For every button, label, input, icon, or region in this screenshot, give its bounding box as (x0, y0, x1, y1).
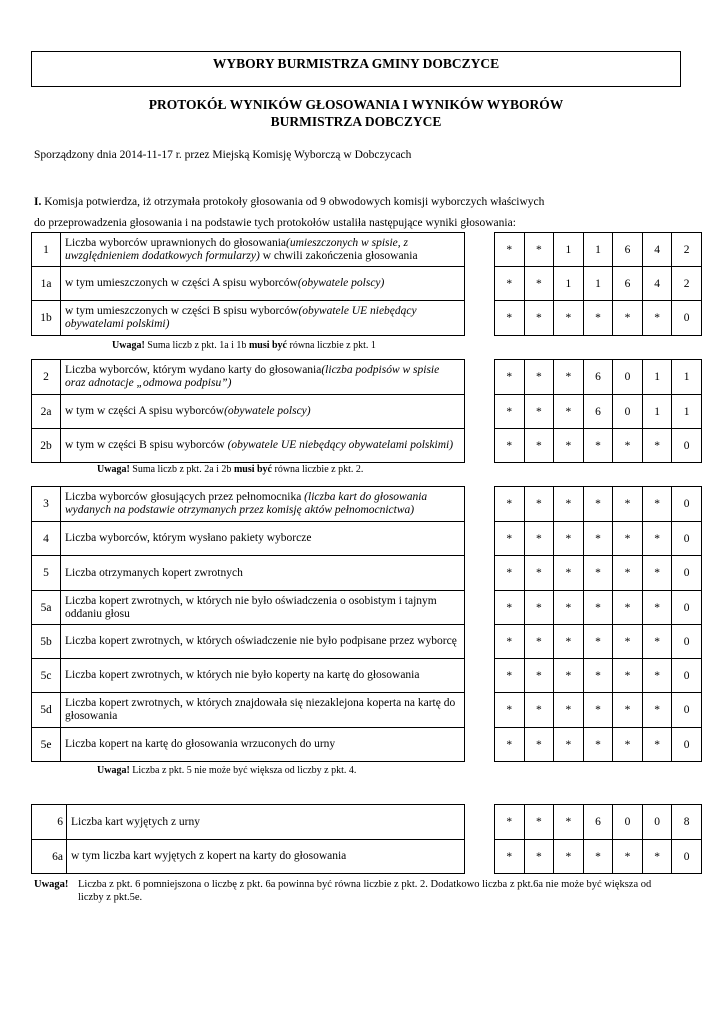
digit-cell: * (554, 556, 584, 591)
section-roman-numeral: I. (34, 196, 42, 208)
spacer-cell (465, 360, 495, 395)
protocol-title-line2: BURMISTRZA DOBCZYCE (270, 114, 442, 129)
digit-cell: * (495, 693, 525, 728)
row-number: 2a (32, 395, 61, 429)
digit-cell: * (495, 659, 525, 693)
digit-cell: * (495, 728, 525, 762)
digit-cell: 1 (642, 395, 672, 429)
digit-cell: * (613, 591, 643, 625)
digit-cell: 0 (672, 429, 702, 463)
digit-cell: * (583, 659, 613, 693)
note-text: równa liczbie z pkt. 1 (287, 340, 376, 351)
row-number: 6 (32, 805, 67, 840)
digit-cell: * (495, 522, 525, 556)
digit-cell: * (642, 522, 672, 556)
row-description (61, 487, 465, 522)
note-section3 (97, 765, 356, 776)
digit-cell: * (524, 267, 554, 301)
description-italic: (obywatele polscy) (297, 277, 385, 289)
digit-cell: * (554, 693, 584, 728)
digit-cell: 2 (672, 233, 702, 267)
digit-cell: * (583, 556, 613, 591)
digit-cell: * (554, 840, 584, 874)
digit-cell: 1 (672, 395, 702, 429)
digit-cell: * (554, 360, 584, 395)
description-italic: (umieszczonych w spisie, z uwzględnieniem dodatkowych formularzy) (65, 236, 409, 262)
digit-cell: * (495, 267, 525, 301)
digit-cell: * (495, 840, 525, 874)
spacer-cell (465, 267, 495, 301)
table-row (32, 487, 702, 522)
digit-cell: 0 (672, 840, 702, 874)
description-text: w tym w części B spisu wyborców (65, 439, 228, 451)
note-text: Suma liczb z pkt. 2a i 2b (129, 464, 234, 475)
digit-cell: * (524, 556, 554, 591)
row-number: 6a (32, 840, 67, 874)
digit-cell: 2 (672, 267, 702, 301)
note-label: Uwaga! (112, 340, 145, 351)
row-number: 5e (32, 728, 61, 762)
digit-cell: 6 (583, 395, 613, 429)
table-row (32, 233, 702, 267)
table-row (32, 805, 702, 840)
digit-cell: * (524, 233, 554, 267)
spacer-cell (465, 301, 495, 336)
description-text: w tym umieszczonych w części B spisu wyborców (65, 305, 299, 317)
digit-cell: * (613, 625, 643, 659)
digit-cell: * (554, 487, 584, 522)
digit-cell: * (495, 591, 525, 625)
results-table-section1 (31, 232, 702, 336)
note-section2 (97, 464, 363, 475)
row-description (61, 267, 465, 301)
results-table-section3 (31, 486, 702, 762)
digit-cell: * (524, 487, 554, 522)
election-title: WYBORY BURMISTRZA GMINY DOBCZYCE (31, 51, 681, 87)
description-text: w tym liczba kart wyjętych z kopert na karty do głosowania (71, 850, 347, 862)
intro-paragraph (34, 192, 684, 234)
row-description (67, 805, 465, 840)
description-text: Liczba wyborców głosujących przez pełnomocnika (65, 491, 305, 503)
row-number: 2 (32, 360, 61, 395)
digit-cell: * (613, 429, 643, 463)
protocol-title (31, 96, 681, 130)
description-text: Liczba kart wyjętych z urny (71, 815, 200, 828)
spacer-cell (465, 233, 495, 267)
note-section1 (112, 340, 376, 351)
digit-cell: 0 (613, 805, 643, 840)
digit-cell: * (642, 556, 672, 591)
row-description (61, 360, 465, 395)
digit-cell: * (524, 301, 554, 336)
row-description (61, 395, 465, 429)
results-table-section4 (31, 804, 702, 874)
row-description (67, 840, 465, 874)
row-description (61, 625, 465, 659)
digit-cell: 0 (672, 301, 702, 336)
description-text: Liczba wyborców, którym wysłano pakiety wyborcze (65, 532, 312, 544)
description-italic: (obywatele polscy) (224, 405, 311, 417)
digit-cell: 0 (613, 395, 643, 429)
digit-cell: * (642, 625, 672, 659)
row-description (61, 693, 465, 728)
description-italic: (obywatele UE niebędący obywatelami polskimi) (227, 439, 454, 451)
digit-cell: * (524, 840, 554, 874)
digit-cell: 0 (672, 693, 702, 728)
digit-cell: * (642, 301, 672, 336)
spacer-cell (465, 487, 495, 522)
digit-cell: * (554, 301, 584, 336)
table-row (32, 693, 702, 728)
digit-cell: 1 (642, 360, 672, 395)
digit-cell: * (495, 556, 525, 591)
description-text: Liczba kopert zwrotnych, w których nie było oświadczenia o osobistym i tajnym oddaniu głosu (65, 594, 437, 620)
description-italic: (liczba podpisów w spisie oraz adnotacje „odmowa podpisu”) (65, 364, 440, 389)
digit-cell: 1 (672, 360, 702, 395)
protocol-title-line1: PROTOKÓŁ WYNIKÓW GŁOSOWANIA I WYNIKÓW WYBORÓW (148, 97, 564, 112)
digit-cell: 6 (613, 233, 643, 267)
digit-cell: * (613, 840, 643, 874)
digit-cell: * (554, 429, 584, 463)
digit-cell: 0 (672, 659, 702, 693)
note-text: równa liczbie z pkt. 2. (272, 464, 364, 475)
digit-cell: * (613, 693, 643, 728)
note-label: Uwaga! (34, 879, 69, 890)
spacer-cell (465, 522, 495, 556)
digit-cell: 0 (672, 591, 702, 625)
description-italic: (liczba kart do głosowania wydanych na podstawie otrzymanych przez komisję aktów pełnomocnictwa) (65, 491, 428, 516)
digit-cell: * (642, 693, 672, 728)
table-row (32, 625, 702, 659)
digit-cell: * (524, 591, 554, 625)
intro-line1: Komisja potwierdza, iż otrzymała protokoły głosowania od 9 obwodowych komisji wyborczych właściwych (41, 196, 545, 208)
spacer-cell (465, 591, 495, 625)
digit-cell: 1 (583, 233, 613, 267)
digit-cell: * (613, 487, 643, 522)
digit-cell: 0 (672, 487, 702, 522)
digit-cell: * (642, 659, 672, 693)
digit-cell: * (524, 805, 554, 840)
digit-cell: * (495, 429, 525, 463)
digit-cell: 0 (672, 522, 702, 556)
description-text: Liczba kopert zwrotnych, w których nie było koperty na kartę do głosowania (65, 669, 420, 681)
digit-cell: * (554, 625, 584, 659)
digit-cell: * (642, 840, 672, 874)
row-description (61, 659, 465, 693)
digit-cell: * (495, 805, 525, 840)
digit-cell: * (495, 395, 525, 429)
digit-cell: 8 (672, 805, 702, 840)
digit-cell: * (613, 659, 643, 693)
table-row (32, 429, 702, 463)
digit-cell: * (583, 693, 613, 728)
digit-cell: * (642, 429, 672, 463)
digit-cell: * (524, 659, 554, 693)
row-number: 1b (32, 301, 61, 336)
description-text: Liczba otrzymanych kopert zwrotnych (65, 566, 243, 579)
digit-cell: 1 (583, 267, 613, 301)
table-row (32, 556, 702, 591)
digit-cell: * (554, 522, 584, 556)
table-row (32, 659, 702, 693)
digit-cell: * (495, 301, 525, 336)
digit-cell: * (524, 429, 554, 463)
row-number: 5d (32, 693, 61, 728)
table-row (32, 301, 702, 336)
spacer-cell (465, 728, 495, 762)
digit-cell: 0 (613, 360, 643, 395)
digit-cell: * (524, 693, 554, 728)
digit-cell: * (495, 360, 525, 395)
digit-cell: * (524, 728, 554, 762)
digit-cell: * (642, 728, 672, 762)
note-emphasis: musi być (233, 464, 272, 475)
description-italic: (obywatele UE niebędący obywatelami polskimi) (65, 305, 417, 330)
spacer-cell (465, 693, 495, 728)
row-description (61, 728, 465, 762)
description-text: w tym umieszczonych w części A spisu wyborców (65, 277, 298, 289)
digit-cell: 0 (672, 556, 702, 591)
digit-cell: * (583, 625, 613, 659)
description-text: Liczba wyborców, którym wydano karty do głosowania (65, 364, 322, 376)
spacer-cell (465, 429, 495, 463)
description-text: Liczba wyborców uprawnionych do głosowania (65, 236, 286, 249)
digit-cell: 0 (642, 805, 672, 840)
digit-cell: * (613, 301, 643, 336)
note-label: Uwaga! (97, 765, 130, 776)
table-row (32, 267, 702, 301)
digit-cell: * (495, 625, 525, 659)
digit-cell: 4 (642, 233, 672, 267)
digit-cell: 0 (672, 728, 702, 762)
description-text: Liczba kopert zwrotnych, w których oświadczenie nie było podpisane przez wyborcę (65, 635, 457, 647)
note-emphasis: musi być (248, 340, 287, 351)
digit-cell: * (524, 360, 554, 395)
digit-cell: * (583, 840, 613, 874)
description-text: Liczba kopert na kartę do głosowania wrzuconych do urny (65, 738, 336, 750)
row-description (61, 429, 465, 463)
digit-cell: * (583, 728, 613, 762)
row-description (61, 591, 465, 625)
digit-cell: * (554, 395, 584, 429)
row-number: 1 (32, 233, 61, 267)
results-table-section2 (31, 359, 702, 463)
row-number: 1a (32, 267, 61, 301)
digit-cell: * (554, 659, 584, 693)
row-description (61, 233, 465, 267)
description-text: Liczba kopert zwrotnych, w których znajdowała się niezaklejona koperta na kartę do głosowania (65, 697, 456, 722)
digit-cell: 1 (554, 267, 584, 301)
spacer-cell (465, 556, 495, 591)
digit-cell: 1 (554, 233, 584, 267)
digit-cell: * (524, 395, 554, 429)
note-label: Uwaga! (97, 464, 130, 475)
digit-cell: 6 (583, 805, 613, 840)
digit-cell: * (642, 487, 672, 522)
digit-cell: * (613, 522, 643, 556)
row-description (61, 522, 465, 556)
spacer-cell (465, 659, 495, 693)
digit-cell: * (613, 556, 643, 591)
digit-cell: 0 (672, 625, 702, 659)
intro-line2: do przeprowadzenia głosowania i na podstawie tych protokołów ustaliła następujące wyniki głosowania: (34, 217, 516, 229)
digit-cell: * (583, 429, 613, 463)
table-row (32, 522, 702, 556)
row-number: 5a (32, 591, 61, 625)
table-row (32, 591, 702, 625)
description-suffix: w chwili zakończenia głosowania (259, 249, 418, 262)
row-description (61, 301, 465, 336)
row-number: 5c (32, 659, 61, 693)
digit-cell: * (524, 625, 554, 659)
note-text: Suma liczb z pkt. 1a i 1b (144, 340, 249, 351)
note-text: Liczba z pkt. 5 nie może być większa od liczby z pkt. 4. (129, 765, 357, 776)
row-description (61, 556, 465, 591)
table-row (32, 840, 702, 874)
digit-cell: 6 (583, 360, 613, 395)
table-row (32, 728, 702, 762)
spacer-cell (465, 805, 495, 840)
digit-cell: * (642, 591, 672, 625)
digit-cell: 4 (642, 267, 672, 301)
row-number: 5 (32, 556, 61, 591)
description-text: w tym w części A spisu wyborców (65, 405, 225, 417)
row-number: 4 (32, 522, 61, 556)
digit-cell: * (524, 522, 554, 556)
final-note (34, 878, 684, 904)
spacer-cell (465, 840, 495, 874)
table-row (32, 360, 702, 395)
digit-cell: * (583, 487, 613, 522)
digit-cell: * (554, 805, 584, 840)
row-number: 3 (32, 487, 61, 522)
digit-cell: * (495, 233, 525, 267)
prepared-statement: Sporządzony dnia 2014-11-17 r. przez Miejską Komisję Wyborczą w Dobczycach (34, 149, 412, 161)
digit-cell: * (583, 522, 613, 556)
spacer-cell (465, 395, 495, 429)
digit-cell: * (554, 591, 584, 625)
digit-cell: 6 (613, 267, 643, 301)
digit-cell: * (495, 487, 525, 522)
table-row (32, 395, 702, 429)
spacer-cell (465, 625, 495, 659)
digit-cell: * (554, 728, 584, 762)
note-text: Liczba z pkt. 6 pomniejszona o liczbę z pkt. 6a powinna być równa liczbie z pkt. 2. Dodatkowo liczba z pkt.6a nie może być większa od liczby z pkt.5e. (78, 879, 652, 903)
row-number: 5b (32, 625, 61, 659)
digit-cell: * (583, 591, 613, 625)
digit-cell: * (613, 728, 643, 762)
digit-cell: * (583, 301, 613, 336)
row-number: 2b (32, 429, 61, 463)
